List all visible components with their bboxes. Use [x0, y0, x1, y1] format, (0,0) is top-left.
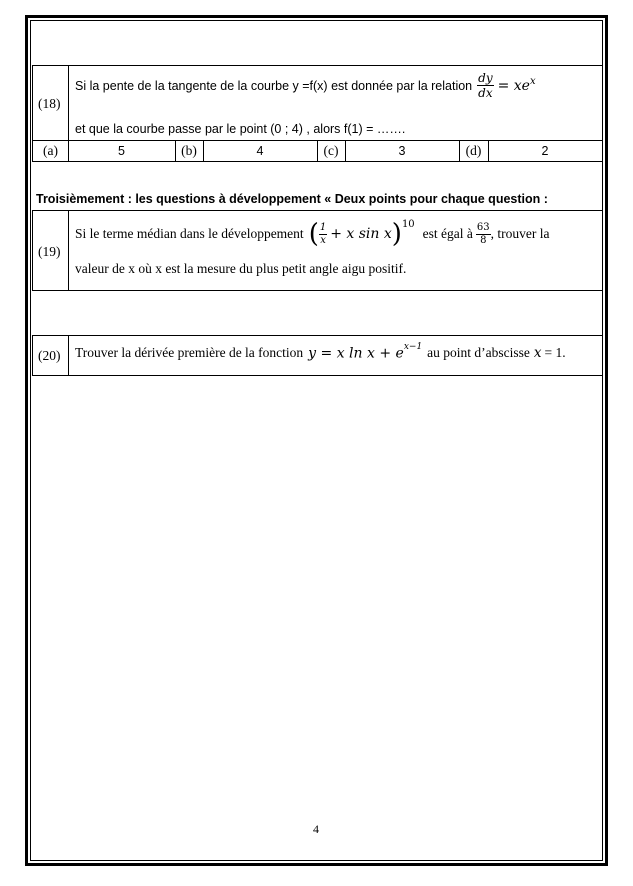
option-b-label: (b) [181, 143, 197, 158]
option-c-value[interactable]: 3 [398, 144, 406, 158]
question-19-box [32, 210, 603, 291]
question-19-number: (19) [38, 244, 61, 259]
option-d-value[interactable]: 2 [541, 144, 549, 158]
question-19-expression: ( $\frac{1}{x}$ + x sin x ) $^{10}$ [308, 218, 415, 249]
question-20-box [32, 335, 603, 376]
option-c-label: (c) [323, 143, 339, 158]
option-b-value[interactable]: 4 [256, 144, 264, 158]
option-d-label: (d) [465, 143, 482, 158]
option-a-value[interactable]: 5 [118, 144, 125, 158]
question-18-equation: $\frac{dy}{dx}$ = xe $^x$ [478, 71, 536, 100]
question-18-options [32, 140, 603, 162]
question-19-line2: valeur de x où x est la mesure du plus petit angle aigu positif. [75, 261, 407, 276]
question-18-number: (18) [38, 96, 61, 111]
question-20-number: (20) [38, 348, 61, 363]
section-heading: Troisièmement : les questions à développement « Deux points pour chaque question : [36, 192, 548, 206]
question-20-line: Trouver la dérivée première de la fonction y = x $\ln x + e^{x-1}$ au point d’abscisse x = 1. [75, 342, 566, 362]
question-18-text: Si la pente de la tangente de la courbe y =f(x) est donnée par la relation [75, 78, 473, 93]
option-a-label: (a) [43, 143, 58, 158]
question-20-expression: y = x $\ln x + e^{x-1}$ [308, 342, 423, 362]
question-18-line2: et que la courbe passe par le point (0 ; 4) , alors f(1) = ……. [75, 122, 406, 136]
page-number: 4 [313, 822, 319, 836]
question-19-line1: Si le terme médian dans le développement ( $\frac{1}{x}$ + x sin x ) $^{10}$ est égal à $\frac{63}{8}$ , trouver la [75, 218, 550, 249]
question-18-line1 [75, 72, 536, 99]
question-18-box [32, 65, 603, 141]
